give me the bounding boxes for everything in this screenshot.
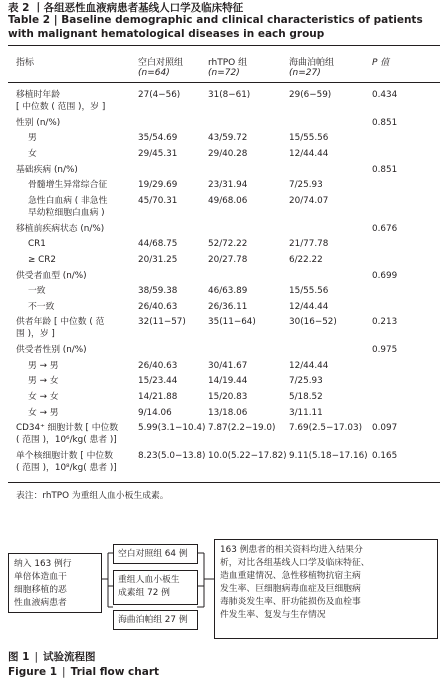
table-note: 表注：rhTPO 为重组人血小板生成素。 <box>16 491 169 501</box>
table-cell: 12/44.44 <box>289 360 329 371</box>
cell-p-value: 0.975 <box>372 345 398 356</box>
figure-caption-text-en: Trial flow chart <box>70 666 160 678</box>
table-cell: 26/40.63 <box>138 360 178 371</box>
row-label: 移植时年龄 <box>16 90 60 100</box>
row-label: 性别 (n/%) <box>16 117 61 128</box>
table-cell: 20/74.07 <box>289 195 329 206</box>
row-label: CR1 <box>28 239 46 250</box>
table-cell: 14/21.88 <box>138 392 178 403</box>
flow-group-control-box: 空白对照组 64 例 <box>113 544 198 564</box>
flow-start-line: 单倍体造血干 <box>14 572 67 582</box>
table-bottom-rule <box>8 482 440 483</box>
cell-p-value: 0.213 <box>372 317 398 328</box>
row-label: CD34⁺ 细胞计数 [ 中位数 <box>16 423 119 434</box>
flow-outcome-line: 析，对比各组基线人口学及临床特征、 <box>220 558 370 568</box>
header-rhtpo-name: rhTPO 组 <box>208 58 248 68</box>
table-cell: 7/25.93 <box>289 180 323 191</box>
flow-group-hetrombopag-box: 海曲泊帕组 27 例 <box>113 610 198 630</box>
table-cell: 52/72.22 <box>208 239 248 250</box>
flow-start-line: 细胞移植的恶 <box>14 585 67 595</box>
row-label: 供受者性别 (n/%) <box>16 345 87 356</box>
table-cell: 5.99(3.1−10.4) <box>138 423 206 434</box>
row-label: 早幼粒细胞白血病 ) <box>28 207 105 218</box>
table-cell: 20/31.25 <box>138 254 178 265</box>
caption-separator: | <box>62 666 66 678</box>
table-cell: 49/68.06 <box>208 195 248 206</box>
cell-p-value: 0.699 <box>372 270 398 281</box>
table-cell: 21/77.78 <box>289 239 329 250</box>
header-hetrombopag-name: 海曲泊帕组 <box>289 58 335 68</box>
table-cell: 10.0(5.22−17.82) <box>208 451 287 461</box>
cell-p-value: 0.851 <box>372 164 398 175</box>
row-label: 供者年龄 [ 中位数 ( 范 <box>16 317 105 328</box>
flow-group-rhtpo-line: 重组人血小板生 <box>118 575 180 585</box>
flow-outcome-line: 163 例患者的相关资料均进入结果分 <box>220 545 363 555</box>
table-cell: 7/25.93 <box>289 376 323 387</box>
table-cell: 15/23.44 <box>138 376 178 387</box>
row-label: 急性白血病 ( 非急性 <box>28 195 108 206</box>
row-label: 男 → 女 <box>28 376 59 387</box>
table-cell: 8.23(5.0−13.8) <box>138 451 206 461</box>
row-label: 女 → 男 <box>28 407 59 418</box>
row-label: 一致 <box>28 286 46 297</box>
flow-group-rhtpo-box <box>113 570 198 605</box>
row-label: ( 范围 )，10⁸/kg( 患者 )] <box>16 463 117 473</box>
row-label: ≥ CR2 <box>28 254 57 265</box>
header-rhtpo <box>208 55 247 78</box>
table-cell: 35(11−64) <box>208 317 256 328</box>
table-cell: 45/70.31 <box>138 195 178 206</box>
header-hetrombopag <box>289 55 334 78</box>
table-cell: 15/55.56 <box>289 133 329 144</box>
table-cell: 7.69(2.5−17.03) <box>289 423 362 434</box>
flow-outcome-line: 造血重建情况、急性移植物抗宿主病 <box>220 571 361 581</box>
row-label: 男 <box>28 133 37 144</box>
flow-start-box <box>8 553 102 613</box>
flow-start-line: 纳入 163 例行 <box>14 559 72 569</box>
figure-label-en: Figure 1 <box>8 666 58 678</box>
cell-p-value: 0.434 <box>372 90 398 100</box>
row-label: [ 中位数 ( 范围 )，岁 ] <box>16 102 106 112</box>
table-cell: 7.87(2.2−19.0) <box>208 423 276 434</box>
table-cell: 12/44.44 <box>289 301 329 312</box>
table-top-rule <box>8 45 440 46</box>
cell-p-value: 0.676 <box>372 223 398 234</box>
flow-start-line: 性血液病患者 <box>14 598 67 608</box>
row-label: 基础疾病 (n/%) <box>16 164 78 175</box>
table-cell: 5/18.52 <box>289 392 323 403</box>
flow-group-rhtpo-line: 成素组 72 例 <box>118 588 170 598</box>
table-cell: 27(4−56) <box>138 90 181 100</box>
table-cell: 26/40.63 <box>138 301 178 312</box>
table-cell: 32(11−57) <box>138 317 186 328</box>
table-cell: 30(16−52) <box>289 317 337 328</box>
cell-p-value: 0.097 <box>372 423 398 434</box>
table-cell: 31(8−61) <box>208 90 251 100</box>
figure-caption-en <box>8 666 159 678</box>
table-cell: 30/41.67 <box>208 360 248 371</box>
table-cell: 43/59.72 <box>208 133 248 144</box>
table-cell: 26/36.11 <box>208 301 248 312</box>
row-label: 围 )，岁 ] <box>16 329 55 340</box>
header-control <box>138 55 183 78</box>
caption-separator: | <box>34 651 39 663</box>
table-cell: 46/63.89 <box>208 286 248 297</box>
table-cell: 14/19.44 <box>208 376 248 387</box>
table-cell: 29(6−59) <box>289 90 332 100</box>
row-label: 供受者血型 (n/%) <box>16 270 87 281</box>
figure-label-cn: 图 1 <box>8 651 30 663</box>
table-cell: 29/45.31 <box>138 148 178 159</box>
table-cell: 19/29.69 <box>138 180 178 191</box>
table-cell: 9/14.06 <box>138 407 172 418</box>
table-cell: 29/40.28 <box>208 148 248 159</box>
row-label: 男 → 男 <box>28 360 59 371</box>
flow-outcome-line: 件发生率、复发与生存情况 <box>220 610 326 620</box>
header-control-name: 空白对照组 <box>138 58 184 68</box>
row-label: 骨髓增生异常综合征 <box>28 180 108 191</box>
header-indicator: 指标 <box>16 58 35 68</box>
table-cell: 15/55.56 <box>289 286 329 297</box>
table-cell: 6/22.22 <box>289 254 323 265</box>
table-header-rule <box>8 82 440 83</box>
table-cell: 12/44.44 <box>289 148 329 159</box>
table-cell: 38/59.38 <box>138 286 178 297</box>
table-cell: 9.11(5.18−17.16) <box>289 451 368 461</box>
table-cell: 35/54.69 <box>138 133 178 144</box>
header-rhtpo-n: (n=72) <box>208 68 240 78</box>
row-label: 女 <box>28 148 37 159</box>
table-title-en: Table 2 | Baseline demographic and clinical characteristics of patients with malignant hematological diseases in each group <box>8 14 423 40</box>
cell-p-value: 0.165 <box>372 451 398 461</box>
table-cell: 44/68.75 <box>138 239 178 250</box>
flow-outcome-box <box>214 539 438 639</box>
flow-outcome-line: 毒肺炎发生率、肝功能损伤及血栓事 <box>220 597 361 607</box>
header-control-n: (n=64) <box>138 68 170 78</box>
table-cell: 13/18.06 <box>208 407 248 418</box>
row-label: ( 范围 )，10⁶/kg( 患者 )] <box>16 435 117 446</box>
table-cell: 3/11.11 <box>289 407 323 418</box>
row-label: 单个核细胞计数 [ 中位数 <box>16 451 113 461</box>
header-p-value: P 值 <box>372 58 390 68</box>
table-cell: 15/20.83 <box>208 392 248 403</box>
table-cell: 23/31.94 <box>208 180 248 191</box>
table-cell: 20/27.78 <box>208 254 248 265</box>
row-label: 移植前疾病状态 (n/%) <box>16 223 105 234</box>
row-label: 不一致 <box>28 301 55 312</box>
flow-outcome-line: 发生率、巨细胞病毒血症及巨细胞病 <box>220 584 361 594</box>
header-hetrombopag-n: (n=27) <box>289 68 321 78</box>
figure-caption-text-cn: 试验流程图 <box>43 651 96 663</box>
row-label: 女 → 女 <box>28 392 59 403</box>
figure-caption-cn <box>8 649 96 664</box>
cell-p-value: 0.851 <box>372 117 398 128</box>
table-title-cn: 表 2 丨各组恶性血液病患者基线人口学及临床特征 <box>8 2 244 14</box>
